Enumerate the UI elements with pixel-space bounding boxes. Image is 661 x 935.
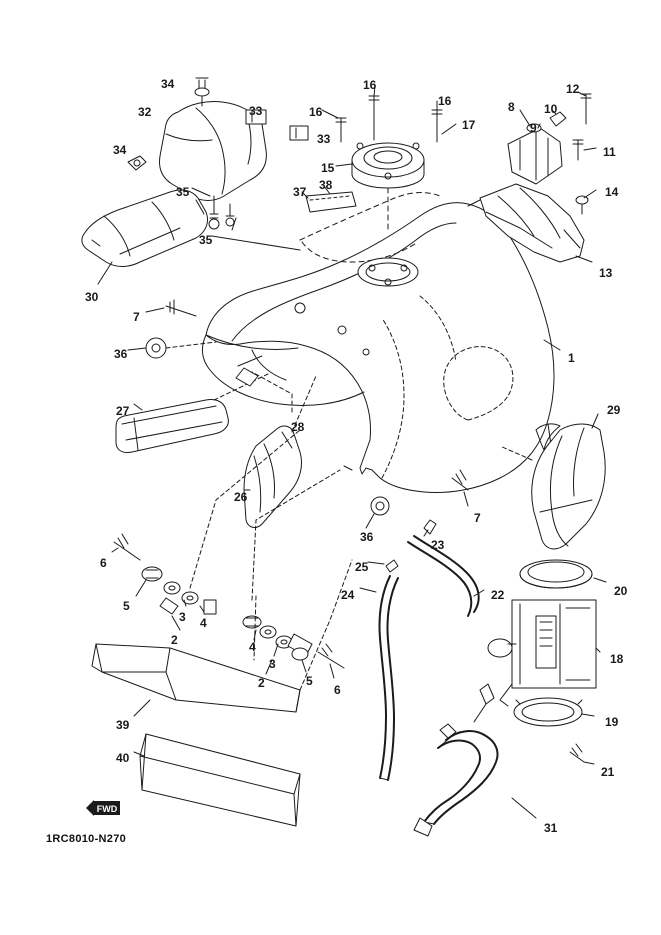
- callout-4-a: 4: [200, 616, 207, 630]
- part-code-label: 1RC8010-N270: [46, 833, 127, 845]
- part-40-pad: [140, 734, 300, 826]
- callout-25: 25: [355, 560, 369, 574]
- callout-40: 40: [116, 751, 130, 765]
- callout-27: 27: [116, 404, 130, 418]
- callout-32: 32: [138, 105, 152, 119]
- callout-35-a: 35: [176, 185, 190, 199]
- callout-38: 38: [319, 178, 333, 192]
- part-27-seal: [116, 399, 228, 452]
- callout-6-a: 6: [100, 556, 107, 570]
- part-31-hose: [414, 684, 498, 836]
- part-39-pad: [92, 644, 300, 712]
- callout-5-b: 5: [306, 674, 313, 688]
- callout-33-a: 33: [249, 104, 263, 118]
- callout-34: 34: [161, 77, 175, 91]
- part-21-bolt: [570, 744, 584, 762]
- part-18-fuel-pump: [488, 600, 596, 706]
- callout-34-b: 34: [113, 143, 127, 157]
- callout-28: 28: [291, 420, 305, 434]
- callout-18: 18: [610, 652, 624, 666]
- callout-14: 14: [605, 185, 619, 199]
- callout-20: 20: [614, 584, 628, 598]
- part-29-cover: [532, 424, 605, 549]
- callout-23: 23: [431, 538, 445, 552]
- callout-3-b: 3: [269, 657, 276, 671]
- callout-33-b: 33: [317, 132, 331, 146]
- callout-2-a: 2: [171, 633, 178, 647]
- callout-35-b: 35: [199, 233, 213, 247]
- callout-30: 30: [85, 290, 99, 304]
- callout-29: 29: [607, 403, 621, 417]
- callout-1: 1: [568, 351, 575, 365]
- callout-37: 37: [293, 185, 307, 199]
- callout-21: 21: [601, 765, 615, 779]
- callout-11: 11: [603, 145, 616, 159]
- callout-13: 13: [599, 266, 613, 280]
- part-30-bracket: [82, 190, 208, 267]
- callout-22: 22: [491, 588, 505, 602]
- callout-7-b: 7: [474, 511, 481, 525]
- part-20-gasket: [520, 560, 592, 588]
- callout-39: 39: [116, 718, 130, 732]
- fwd-indicator: [84, 797, 122, 819]
- svg-text:FWD: FWD: [96, 804, 118, 814]
- callout-16-a: 16: [363, 78, 377, 92]
- callout-3-a: 3: [179, 610, 186, 624]
- callout-6-b: 6: [334, 683, 341, 697]
- callout-5-a: 5: [123, 599, 130, 613]
- callout-26: 26: [234, 490, 248, 504]
- callout-7-a: 7: [133, 310, 140, 324]
- part-26-seal: [244, 426, 302, 527]
- part-19-plate: [514, 698, 582, 726]
- part-7-36-mount: [146, 300, 196, 358]
- callout-17: 17: [462, 118, 476, 132]
- callout-8: 8: [508, 100, 515, 114]
- callout-19: 19: [605, 715, 619, 729]
- callout-10: 10: [544, 102, 558, 116]
- callout-15: 15: [321, 161, 335, 175]
- callout-16-c: 16: [438, 94, 452, 108]
- callout-24: 24: [341, 588, 355, 602]
- callout-16-b: 16: [309, 105, 323, 119]
- callout-31: 31: [544, 821, 558, 835]
- callout-2-b: 2: [258, 676, 265, 690]
- part-15-filler-cap: [352, 143, 424, 230]
- part-16-bolts: [336, 96, 442, 142]
- callout-12: 12: [566, 82, 580, 96]
- callout-36-b: 36: [360, 530, 374, 544]
- callout-4-b: 4: [249, 640, 256, 654]
- callout-9: 9: [530, 121, 537, 135]
- callout-36-a: 36: [114, 347, 128, 361]
- part-22-24-hoses: [379, 536, 478, 780]
- part-37-38-decal: [306, 192, 356, 212]
